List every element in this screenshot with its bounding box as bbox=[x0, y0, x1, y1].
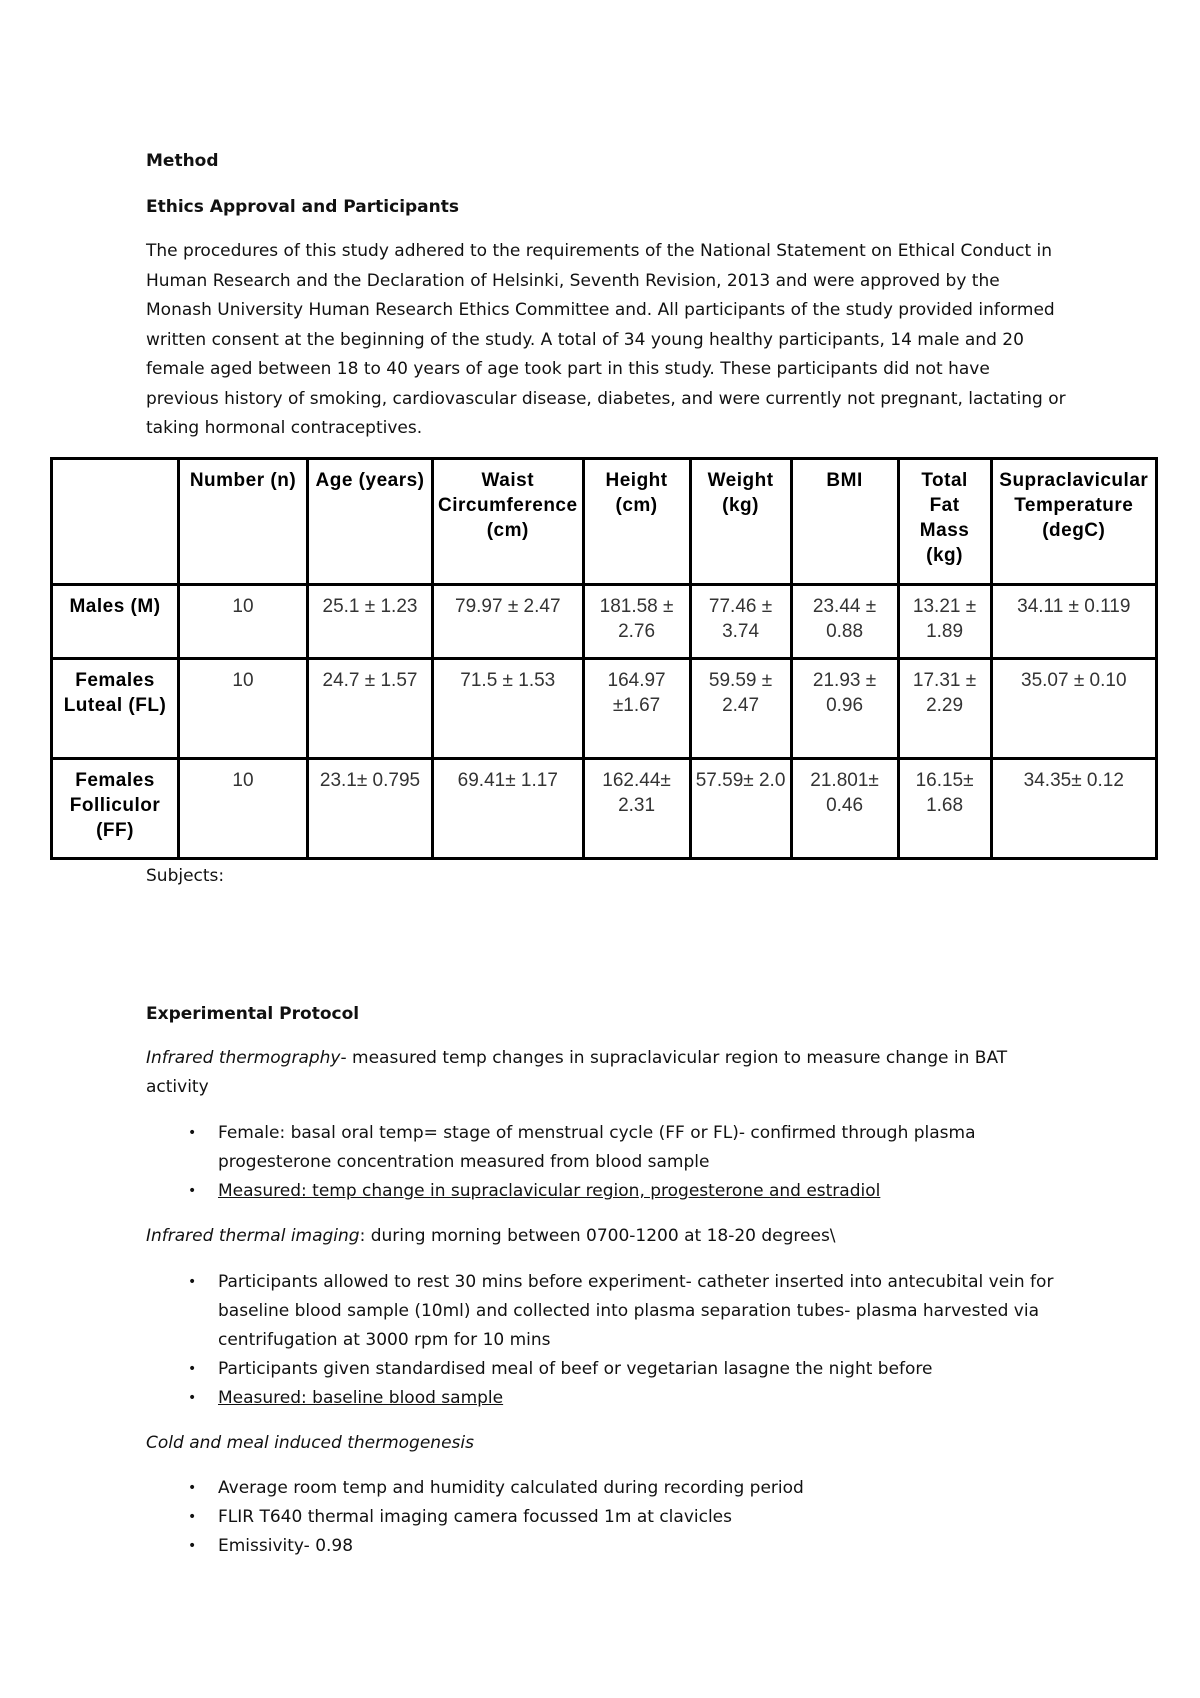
table-header-cell: Age (years) bbox=[308, 459, 433, 585]
table-header-row bbox=[52, 459, 1157, 585]
list-item bbox=[146, 1384, 1066, 1413]
subjects-label: Subjects: bbox=[146, 866, 225, 886]
row-group-label: Males (M) bbox=[52, 585, 179, 659]
thermography-bullet-list bbox=[146, 1119, 1066, 1206]
table-cell: 21.93 ± 0.96 bbox=[791, 659, 898, 759]
table-cell: 16.15± 1.68 bbox=[898, 759, 991, 859]
list-item bbox=[146, 1474, 1066, 1503]
list-item-text: Emissivity- 0.98 bbox=[218, 1536, 354, 1556]
row-group-label: Females Folliculor (FF) bbox=[52, 759, 179, 859]
table-cell: 79.97 ± 2.47 bbox=[433, 585, 584, 659]
table-cell: 181.58 ± 2.76 bbox=[583, 585, 690, 659]
list-item bbox=[146, 1532, 1066, 1561]
list-item-text: Measured: baseline blood sample bbox=[218, 1388, 504, 1408]
table-cell: 162.44± 2.31 bbox=[583, 759, 690, 859]
table-header-cell bbox=[52, 459, 179, 585]
table-cell: 25.1 ± 1.23 bbox=[308, 585, 433, 659]
table-cell: 34.35± 0.12 bbox=[991, 759, 1156, 859]
table-cell: 59.59 ± 2.47 bbox=[690, 659, 791, 759]
infrared-imaging-text: : during morning between 0700-1200 at 18-20 degrees\ bbox=[359, 1226, 836, 1246]
bullet-icon: • bbox=[188, 1274, 197, 1290]
participants-table bbox=[50, 457, 1158, 860]
list-item bbox=[146, 1355, 1066, 1384]
table-cell: 21.801± 0.46 bbox=[791, 759, 898, 859]
table-cell: 10 bbox=[179, 585, 308, 659]
table-header-cell: Weight (kg) bbox=[690, 459, 791, 585]
table-cell: 10 bbox=[179, 759, 308, 859]
list-item-text: Measured: temp change in supraclavicular region, progesterone and estradiol bbox=[218, 1181, 881, 1201]
method-heading: Method bbox=[146, 151, 219, 171]
table-header-cell: Supraclavicular Temperature (degC) bbox=[991, 459, 1156, 585]
cold-meal-heading: Cold and meal induced thermogenesis bbox=[146, 1433, 474, 1453]
infrared-imaging-paragraph bbox=[146, 1222, 1066, 1251]
table-cell: 69.41± 1.17 bbox=[433, 759, 584, 859]
table-cell: 77.46 ± 3.74 bbox=[690, 585, 791, 659]
ethics-paragraph: The procedures of this study adhered to the requirements of the National Statement on Ethical Conduct in Human Research and the Declaration of Helsinki, Seventh Revision, 2013 and were approved by the Monash University Human Research Ethics Committee and. All participants of the study provided informed written consent at the beginning of the study. A total of 34 young healthy participants, 14 male and 20 female aged between 18 to 40 years of age took part in this study. These participants did not have previous history of smoking, cardiovascular disease, diabetes, and were currently not pregnant, lactating or taking hormonal contraceptives. bbox=[146, 241, 1066, 438]
list-item bbox=[146, 1268, 1066, 1355]
bullet-icon: • bbox=[188, 1361, 197, 1377]
table-header-cell: Total Fat Mass (kg) bbox=[898, 459, 991, 585]
ethics-heading: Ethics Approval and Participants bbox=[146, 197, 460, 217]
table-cell: 10 bbox=[179, 659, 308, 759]
table-row bbox=[52, 659, 1157, 759]
table-cell: 17.31 ± 2.29 bbox=[898, 659, 991, 759]
table-cell: 34.11 ± 0.119 bbox=[991, 585, 1156, 659]
bullet-icon: • bbox=[188, 1509, 197, 1525]
bullet-icon: • bbox=[188, 1480, 197, 1496]
row-group-label: Females Luteal (FL) bbox=[52, 659, 179, 759]
table-cell: 164.97 ±1.67 bbox=[583, 659, 690, 759]
list-item bbox=[146, 1177, 1066, 1206]
bullet-icon: • bbox=[188, 1125, 197, 1141]
infrared-imaging-term: Infrared thermal imaging bbox=[146, 1226, 360, 1246]
infrared-thermography-text: - measured temp changes in supraclavicular region to measure change in BAT activity bbox=[146, 1048, 1008, 1097]
table-header-cell: BMI bbox=[791, 459, 898, 585]
infrared-thermography-paragraph bbox=[146, 1044, 1066, 1102]
table-row bbox=[52, 759, 1157, 859]
table-cell: 23.44 ± 0.88 bbox=[791, 585, 898, 659]
table-header-cell: Height (cm) bbox=[583, 459, 690, 585]
table-cell: 24.7 ± 1.57 bbox=[308, 659, 433, 759]
list-item bbox=[146, 1119, 1066, 1177]
list-item-text: Participants allowed to rest 30 mins before experiment- catheter inserted into antecubital vein for baseline blood sample (10ml) and collected into plasma separation tubes- plasma harvested via centrifugation at 3000 rpm for 10 mins bbox=[218, 1272, 1054, 1350]
table-cell: 57.59± 2.0 bbox=[690, 759, 791, 859]
bullet-icon: • bbox=[188, 1183, 197, 1199]
table-cell: 13.21 ± 1.89 bbox=[898, 585, 991, 659]
imaging-bullet-list bbox=[146, 1268, 1066, 1413]
table-cell: 71.5 ± 1.53 bbox=[433, 659, 584, 759]
table-cell: 35.07 ± 0.10 bbox=[991, 659, 1156, 759]
table-header-cell: Number (n) bbox=[179, 459, 308, 585]
list-item-text: Participants given standardised meal of beef or vegetarian lasagne the night before bbox=[218, 1359, 933, 1379]
table-header-cell: Waist Circumference (cm) bbox=[433, 459, 584, 585]
table-cell: 23.1± 0.795 bbox=[308, 759, 433, 859]
bullet-icon: • bbox=[188, 1538, 197, 1554]
list-item-text: FLIR T640 thermal imaging camera focussed 1m at clavicles bbox=[218, 1507, 732, 1527]
bullet-icon: • bbox=[188, 1390, 197, 1406]
infrared-thermography-term: Infrared thermography bbox=[146, 1048, 341, 1068]
cold-meal-bullet-list bbox=[146, 1474, 1066, 1561]
list-item bbox=[146, 1503, 1066, 1532]
table-row bbox=[52, 585, 1157, 659]
experimental-protocol-heading: Experimental Protocol bbox=[146, 1004, 360, 1024]
list-item-text: Average room temp and humidity calculated during recording period bbox=[218, 1478, 804, 1498]
list-item-text: Female: basal oral temp= stage of menstrual cycle (FF or FL)- confirmed through plasma progesterone concentration measured from blood sample bbox=[218, 1123, 976, 1172]
